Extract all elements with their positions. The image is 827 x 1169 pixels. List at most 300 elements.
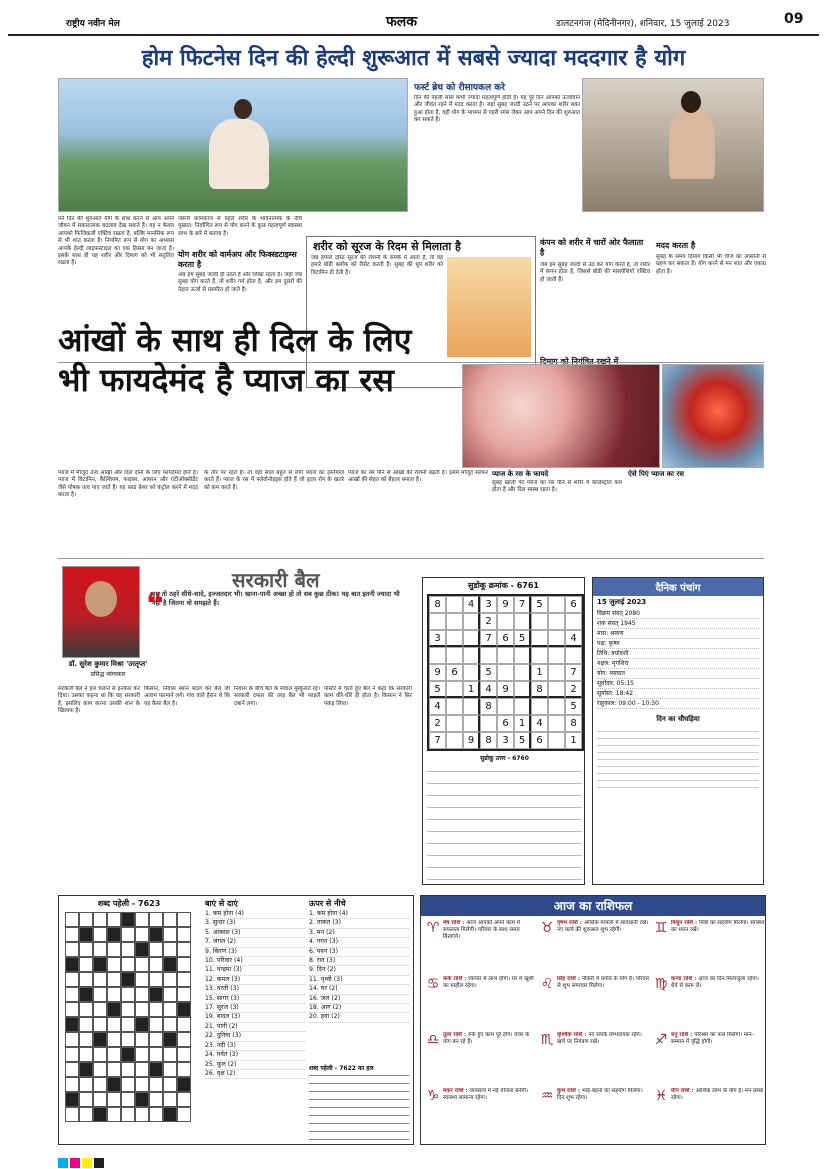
sudoku-cell: 2 <box>565 681 582 698</box>
sudoku-cell <box>514 647 531 664</box>
crossword-clue: 5. आकाश (3) <box>205 929 305 938</box>
sudoku-cell: 5 <box>514 732 531 749</box>
yoga-subhead-help: मदद करता है <box>656 241 696 250</box>
sudoku-cell: 8 <box>480 698 497 715</box>
sudoku-cell <box>548 681 565 698</box>
page-number: 09 <box>784 11 804 27</box>
crossword-cell <box>149 1062 163 1077</box>
crossword-cell <box>177 972 191 987</box>
crossword-down-clues <box>309 910 409 1023</box>
rashifal-title: आज का राशिफल <box>421 896 765 916</box>
crossword-answer-grid <box>309 1074 409 1140</box>
page-section-name: फलक <box>386 14 418 30</box>
rashi-item <box>539 1088 651 1142</box>
crossword-cell <box>135 987 149 1002</box>
sudoku-cell: 3 <box>429 630 446 647</box>
rashi-text: भाई-बहनों का सहयोग मिलेगा। दिन शुभ रहेगा। <box>557 1088 643 1101</box>
crossword-cell <box>65 1032 79 1047</box>
rashi-text: व्यवसाय में नई योजना बनेगी। स्वास्थ्य सामान्य रहेगा। <box>443 1088 529 1101</box>
sudoku-cell: 6 <box>446 664 463 681</box>
crossword-cell <box>79 1077 93 1092</box>
crossword-clue: 12. कमल (3) <box>205 976 305 985</box>
crossword-clue: 7. जंगल (2) <box>205 938 305 947</box>
crossword-cell <box>163 1092 177 1107</box>
crossword-across-clues <box>205 910 305 1079</box>
crossword-cell <box>121 987 135 1002</box>
rashi-text: परिश्रम का फल मिलेगा। मान-सम्मान में वृद्धि होगी। <box>671 1032 754 1045</box>
sudoku-cell <box>429 613 446 630</box>
crossword-cell <box>107 957 121 972</box>
crossword-cell <box>65 1002 79 1017</box>
rashi-item <box>425 1088 537 1142</box>
panchang-line: पक्ष: कृष्ण <box>597 639 759 649</box>
panchang-line: राहुकाल: 09:00 - 10:30 <box>597 699 759 709</box>
sudoku-cell: 1 <box>565 732 582 749</box>
crossword-clue: 1. कम होना (4) <box>309 910 409 919</box>
crossword-cell <box>163 942 177 957</box>
onion-juice-photo <box>462 364 660 468</box>
crossword-cell <box>65 1092 79 1107</box>
crossword-cell <box>163 1002 177 1017</box>
crossword-cell <box>135 1017 149 1032</box>
sudoku-cell <box>531 630 548 647</box>
rashi-name: मीन राशि : <box>671 1088 696 1094</box>
rashi-text: रुके हुए काम पूरे होंगे। यात्रा के योग बन रहे हैं। <box>443 1032 530 1045</box>
crossword-cell <box>65 972 79 987</box>
crossword-cell <box>163 1032 177 1047</box>
rashi-name: कुंभ राशि : <box>557 1088 582 1094</box>
crossword-clue: 8. रात (3) <box>309 957 409 966</box>
crossword-down-head: ऊपर से नीचे <box>309 899 346 908</box>
crossword-clue: 9. किरण (3) <box>205 948 305 957</box>
crossword-cell <box>149 957 163 972</box>
sudoku-cell: 4 <box>480 681 497 698</box>
zodiac-icon: ♌ <box>540 976 554 992</box>
onion-subhead-howto: ऐसे पिएं प्याज का रस <box>628 470 684 478</box>
crossword-cell <box>177 942 191 957</box>
sudoku-cell <box>514 681 531 698</box>
crossword-clue: 16. जल (2) <box>309 995 409 1004</box>
crossword-cell <box>163 927 177 942</box>
crossword-cell <box>121 1032 135 1047</box>
rashi-item <box>539 976 651 1030</box>
sudoku-cell: 3 <box>497 732 514 749</box>
crossword-cell <box>135 1032 149 1047</box>
crossword-clue: 19. बादल (3) <box>205 1013 305 1022</box>
crossword-cell <box>107 1002 121 1017</box>
zodiac-icon: ♊ <box>654 920 668 936</box>
sudoku-cell <box>514 698 531 715</box>
crossword-clue: 11. चन्द्रमा (3) <box>205 966 305 975</box>
crossword-cell <box>163 957 177 972</box>
sarkari-body-col1: सरकारी बैल ने हल चलाने से इनकार कर दिया। उसका कहना था कि वह सरकारी है, इसलिए काम करना उसकी शान के खिलाफ है। <box>58 686 140 715</box>
onion-body-col4: सुबह खाली पेट प्याज का रस पीने से शरीर में कोलेस्ट्रॉल कम होता है और दिल स्वस्थ रहता है। <box>492 480 622 494</box>
zodiac-icon: ♎ <box>426 1032 440 1048</box>
sudoku-answer-title: सुडोकू उत्तर - 6760 <box>480 755 529 762</box>
crossword-clue: 20. हवा (2) <box>309 1013 409 1022</box>
rashi-name: मकर राशि : <box>443 1088 470 1094</box>
crossword-cell <box>177 1077 191 1092</box>
crossword-cell <box>121 1002 135 1017</box>
author-photo <box>62 566 140 658</box>
crossword-cell <box>93 987 107 1002</box>
crossword-cell <box>163 1047 177 1062</box>
crossword-cell <box>107 1047 121 1062</box>
sudoku-cell: 2 <box>429 715 446 732</box>
sudoku-cell: 5 <box>514 630 531 647</box>
crossword-cell <box>135 957 149 972</box>
crossword-cell <box>121 1062 135 1077</box>
sudoku-cell <box>548 630 565 647</box>
crossword-cell <box>177 1047 191 1062</box>
rashi-item <box>539 920 651 974</box>
crossword-cell <box>93 1062 107 1077</box>
rashi-item <box>425 1032 537 1086</box>
sudoku-cell <box>548 596 565 613</box>
crossword-cell <box>135 1092 149 1107</box>
crossword-cell <box>135 1077 149 1092</box>
crossword-clue: 13. धरती (3) <box>205 985 305 994</box>
sudoku-cell: 7 <box>514 596 531 613</box>
rashi-text: आज आपको अपने काम में सफलता मिलेगी। परिवार के साथ समय बिताएंगे। <box>443 920 520 940</box>
yoga-subhead-warmup: योग शरीर को वार्मअप और फिक्स्डटाइम्स करता है <box>178 250 297 269</box>
crossword-cell <box>79 1107 93 1122</box>
crossword-cell <box>149 927 163 942</box>
sudoku-cell <box>531 647 548 664</box>
crossword-cell <box>121 1077 135 1092</box>
sudoku-cell <box>531 698 548 715</box>
sudoku-cell <box>497 613 514 630</box>
zodiac-icon: ♐ <box>654 1032 668 1048</box>
newspaper-brand: राष्ट्रीय नवीन मेल <box>66 19 120 29</box>
crossword-cell <box>121 1107 135 1122</box>
sudoku-cell: 6 <box>565 596 582 613</box>
crossword-cell <box>93 1077 107 1092</box>
sudoku-cell: 5 <box>565 698 582 715</box>
crossword-cell <box>79 1062 93 1077</box>
crossword-cell <box>121 1092 135 1107</box>
crossword-cell <box>79 942 93 957</box>
crossword-cell <box>93 1047 107 1062</box>
panchang-line: विक्रम संवत् 2080 <box>597 609 759 619</box>
sudoku-cell <box>548 647 565 664</box>
crossword-clue: 15. सागर (3) <box>205 995 305 1004</box>
crossword-clue: 3. सुन्दर (3) <box>205 919 305 928</box>
crossword-clue: 18. आग (2) <box>309 1004 409 1013</box>
sudoku-cell: 7 <box>565 664 582 681</box>
crossword-cell <box>149 972 163 987</box>
crossword-cell <box>135 942 149 957</box>
rashi-text: आज का दिन मिलाजुला रहेगा। धैर्य से काम लें। <box>671 976 759 989</box>
sudoku-cell: 9 <box>429 664 446 681</box>
panchang-line: शक संवत् 1945 <box>597 619 759 629</box>
crossword-cell <box>107 1107 121 1122</box>
crossword-cell <box>107 987 121 1002</box>
crossword-cell <box>135 1002 149 1017</box>
crossword-clue: 1. कम होना (4) <box>205 910 305 919</box>
crossword-puzzle <box>58 895 414 1145</box>
crossword-cell <box>135 972 149 987</box>
sudoku-cell: 8 <box>565 715 582 732</box>
sudoku-cell <box>548 732 565 749</box>
crossword-clue: 24. पर्वत (3) <box>205 1051 305 1060</box>
crossword-cell <box>93 1017 107 1032</box>
sudoku-cell: 7 <box>429 732 446 749</box>
sudoku-cell <box>446 630 463 647</box>
sidebar-sun-photo <box>447 257 531 357</box>
zodiac-icon: ♓ <box>654 1088 668 1104</box>
rashi-item <box>653 920 765 974</box>
crossword-cell <box>107 912 121 927</box>
section-divider <box>58 558 764 559</box>
crossword-cell <box>121 972 135 987</box>
crossword-clue: 23. नदी (3) <box>205 1042 305 1051</box>
sudoku-cell <box>531 613 548 630</box>
dateline: डालटनगंज (मेदिनीनगर), शनिवार, 15 जुलाई 2023 <box>556 19 730 29</box>
crossword-cell <box>163 912 177 927</box>
sudoku-title: सुडोकू क्रमांक - 6761 <box>468 581 539 590</box>
sudoku-cell <box>446 698 463 715</box>
zodiac-icon: ♋ <box>426 976 440 992</box>
sudoku-cell <box>446 613 463 630</box>
crossword-cell <box>163 1107 177 1122</box>
rashi-text: आर्थिक मामलों में सावधानी रखें। नए कार्य की शुरुआत शुभ रहेगी। <box>557 920 649 933</box>
crossword-clue: 9. दिन (2) <box>309 966 409 975</box>
author-name: डॉ. सुरेश कुमार मिश्रा 'उरतृप्त' <box>68 660 148 668</box>
sudoku-cell <box>446 732 463 749</box>
crossword-clue: 14. घर (2) <box>309 985 409 994</box>
crossword-cell <box>121 942 135 957</box>
sudoku-cell: 8 <box>429 596 446 613</box>
rashi-name: मेष राशि : <box>443 920 467 926</box>
crossword-answer-title: शब्द पहेली - 7622 का हल <box>309 1065 374 1072</box>
crossword-clue: 26. वृक्ष (2) <box>205 1070 305 1079</box>
crossword-cell <box>163 987 177 1002</box>
crossword-cell <box>79 987 93 1002</box>
crossword-cell <box>79 927 93 942</box>
quote-open-mark: ❝ <box>146 587 164 622</box>
sudoku-cell: 7 <box>480 630 497 647</box>
rashi-name: मिथुन राशि : <box>671 920 700 926</box>
crossword-cell <box>149 1077 163 1092</box>
crossword-grid <box>65 912 191 1122</box>
crossword-cell <box>149 1017 163 1032</box>
rashifal-box <box>420 895 766 1145</box>
rashi-item <box>425 976 537 1030</box>
yoga-body-col1: पने दिन की शुरुआत योग के साथ करने से आप अपने जीवन में सकारात्मक बदलाव देख सकते हैं। यह न केवल आपको फिजिकली एक्टिव रखता है, बल्कि मानसिक रूप से भी शांत करता है। नियमित रूप से योग का अभ्यास आपके हेल्दी लाइफस्टाइल का एक हिस्सा बन जाता है। इसके साथ ही यह शरीर और दिमाग को भी संतुलित रखता है। <box>58 216 174 267</box>
crossword-across-head: बाएं से दाएं <box>205 899 238 908</box>
rashi-text: व्यापार में लाभ होगा। घर में खुशी का माहौल रहेगा। <box>443 976 534 989</box>
crossword-cell <box>149 1047 163 1062</box>
sudoku-cell: 1 <box>531 664 548 681</box>
rashi-item <box>653 976 765 1030</box>
sidebar-sun-title: शरीर को सूरज के रिदम से मिलाता है <box>313 240 461 253</box>
crossword-cell <box>65 957 79 972</box>
crossword-cell <box>65 1017 79 1032</box>
crossword-title: शब्द पहेली - 7623 <box>97 899 161 908</box>
sudoku-cell: 5 <box>429 681 446 698</box>
crossword-cell <box>107 1092 121 1107</box>
yoga-body-breath: दिन की पहली सांस कभी ज्यादा महत्वपूर्ण होती है। यह पूरे दिन आपको ऊर्जावान और जीवंत रहने में मदद करता है। जहां सुबह जल्दी उठने पर आपका शरीर थका हुआ होता है, वहीं योग के माध्यम से गहरी सांस लेकर आप अपने दिन की शुरुआत कर सकते हैं। <box>414 95 580 124</box>
crossword-cell <box>177 1032 191 1047</box>
sudoku-cell <box>548 664 565 681</box>
sudoku-cell: 3 <box>480 596 497 613</box>
sudoku-cell: 5 <box>480 664 497 681</box>
zodiac-icon: ♏ <box>540 1032 554 1048</box>
zodiac-icon: ♉ <box>540 920 554 936</box>
rashi-text: मित्रों का सहयोग मिलेगा। स्वास्थ्य का ध्यान रखें। <box>671 920 765 933</box>
sudoku-cell <box>565 647 582 664</box>
crossword-cell <box>79 957 93 972</box>
crossword-cell <box>163 1017 177 1032</box>
crossword-cell <box>107 972 121 987</box>
crossword-clue: 6. पवन (3) <box>309 948 409 957</box>
sidebar-sun-body: जब हमारा दोस्त सूरज की रोशनी के संपर्क में आता है, तो वह हमारे बॉडी क्लॉक को रीसेट करती है। सुबह की धूप शरीर को विटामिन डी देती है। <box>311 255 443 276</box>
sudoku-cell <box>497 698 514 715</box>
crossword-cell <box>93 1002 107 1017</box>
crossword-cell <box>93 1107 107 1122</box>
crossword-cell <box>177 1062 191 1077</box>
crossword-cell <box>177 927 191 942</box>
crossword-clue: 2. ताकत (3) <box>309 919 409 928</box>
yoga-body-mind: सुबह के समय दिमाग किसी भी चीज को आसानी से ग्रहण कर सकता है। योग करने से मन शांत और एकाग्र होता है। <box>656 254 766 275</box>
rashi-text: नए संपर्क लाभदायक रहेंगे। खर्च पर नियंत्रण रखें। <box>557 1032 642 1045</box>
crossword-cell <box>93 927 107 942</box>
crossword-cell <box>163 1077 177 1092</box>
panchang-line: नक्षत्र: मृगशिरा <box>597 659 759 669</box>
rashi-name: कन्या राशि : <box>671 976 699 982</box>
crossword-cell <box>121 912 135 927</box>
yoga-photo-meditation <box>582 78 764 212</box>
sudoku-cell <box>463 613 480 630</box>
zodiac-icon: ♑ <box>426 1088 440 1104</box>
sudoku-cell: 6 <box>497 715 514 732</box>
crossword-cell <box>65 1077 79 1092</box>
sudoku-cell <box>446 715 463 732</box>
crossword-clue: 4. गगन (3) <box>309 938 409 947</box>
crossword-cell <box>177 957 191 972</box>
crossword-clue: 17. सूरज (3) <box>205 1004 305 1013</box>
sudoku-cell <box>463 698 480 715</box>
crossword-cell <box>121 957 135 972</box>
crossword-clue: 22. दुनिया (3) <box>205 1032 305 1041</box>
sudoku-cell <box>463 647 480 664</box>
yoga-headline: होम फिटनेस दिन की हेल्दी शुरूआत में सबसे ज्यादा मददगार है योग <box>141 46 686 71</box>
sudoku-cell <box>548 698 565 715</box>
crossword-cell <box>93 942 107 957</box>
crossword-clue: 10. परिवार (4) <box>205 957 305 966</box>
sudoku-cell <box>429 647 446 664</box>
sudoku-cell: 9 <box>497 681 514 698</box>
rashi-text: आर्थिक लाभ के योग हैं। मन प्रसन्न रहेगा। <box>671 1088 764 1101</box>
crossword-cell <box>177 1017 191 1032</box>
sudoku-cell: 1 <box>514 715 531 732</box>
onion-body-col1: प्याज में मौजूद तत्व आंखों और दिल दोनों के लिए फायदेमंद होते हैं। प्याज में विटामिन, कैल्शियम, फाइबर, आयरन और एंटीऑक्सीडेंट जैसे पोषक तत्व पाए जाते हैं। यह ब्लड प्रेशर को कंट्रोल करने में मदद करता है। <box>58 470 198 499</box>
sudoku-cell: 5 <box>531 596 548 613</box>
yoga-box-breath <box>414 80 580 212</box>
sudoku-cell <box>514 613 531 630</box>
sudoku-answer-grid <box>427 766 582 880</box>
crossword-clue: 3. मन (2) <box>309 929 409 938</box>
rashi-name: वृषभ राशि : <box>557 920 584 926</box>
yoga-body-vibration: जब हम सुबह जल्दी से उठ कर योग करते हैं, तो शरीर में कंपन होता है, जिससे बॉडी की मांसपेशियाँ एक्टिव हो जाती हैं। <box>540 262 650 283</box>
crossword-cell <box>93 1092 107 1107</box>
crossword-cell <box>107 1077 121 1092</box>
sudoku-puzzle <box>422 577 585 885</box>
yoga-photo-camel-pose <box>58 78 408 212</box>
crossword-cell <box>177 1002 191 1017</box>
crossword-cell <box>135 927 149 942</box>
onion-body-col3: प्याज का रस पीने से आंखों की रोशनी बढ़ती है। इसमें मौजूद सल्फर आंखों की सेहत को बेहतर बनाता है। <box>348 470 488 484</box>
sarkari-body-col2: किसान, निवास स्थान बदल कर बैल जी आराम फरमाने लगे। गांव वाले हैरान थे कि यह कैसा बैल है। <box>144 686 230 707</box>
crossword-cell <box>177 1092 191 1107</box>
crossword-cell <box>93 912 107 927</box>
yoga-subhead-vibration: कंपन को शरीर में चारों ओर फैलाता है <box>540 238 644 257</box>
author-role: प्रसिद्ध व्यंग्यकार <box>90 671 126 678</box>
crossword-cell <box>79 972 93 987</box>
crossword-cell <box>79 1002 93 1017</box>
rashi-name: वृश्चिक राशि : <box>557 1032 589 1038</box>
crossword-cell <box>65 1062 79 1077</box>
sudoku-cell <box>446 647 463 664</box>
crossword-cell <box>149 1032 163 1047</box>
sudoku-cell: 4 <box>463 596 480 613</box>
crossword-cell <box>107 927 121 942</box>
crossword-cell <box>163 972 177 987</box>
panchang-line: सूर्योदय: 05:15 <box>597 679 759 689</box>
sarkari-body-col3: निवास के बीच बैल के सवाल मुस्कुराते रहे। सरकारी दफ्तर की तरह बैल भी फाइलें दबाने लगा। <box>234 686 320 707</box>
crossword-cell <box>79 1017 93 1032</box>
panchang-box <box>592 577 764 885</box>
sudoku-cell <box>463 664 480 681</box>
sudoku-cell <box>463 630 480 647</box>
sudoku-cell <box>497 647 514 664</box>
sudoku-cell: 4 <box>565 630 582 647</box>
yoga-subhead-breath: फर्स्ट ब्रेथ को रीसायकल करे <box>414 83 505 93</box>
sarkari-body-col4: पोस्टर में चरते हुए बैल ने कहा कि सरकारी काम धीरे-धीरे ही होता है। किसान ने सिर पकड़ लिया। <box>324 686 412 707</box>
panchang-line: सूर्यास्त: 18:42 <box>597 689 759 699</box>
sudoku-cell <box>480 715 497 732</box>
sarkari-pullquote: हम तो ठहरे सीधे-सादे, इज्जतदार भी। खाना-पानी अच्छा हो तो सब कुछ ठीक! यह बात इतनी ज्यादा भी नहीं है जितना वो समझते हैं। <box>152 590 400 607</box>
onion-headline <box>58 320 458 400</box>
sarkari-headline: सरकारी बैल <box>232 568 320 592</box>
panchang-subhead: दिन का चौघड़िया <box>656 715 700 723</box>
rashi-item <box>539 1032 651 1086</box>
crossword-cell <box>177 912 191 927</box>
sudoku-cell <box>497 664 514 681</box>
sudoku-cell: 2 <box>480 613 497 630</box>
crossword-clue: 21. पानी (2) <box>205 1023 305 1032</box>
crossword-cell <box>149 987 163 1002</box>
crossword-cell <box>65 942 79 957</box>
crossword-cell <box>93 1032 107 1047</box>
sudoku-cell <box>446 596 463 613</box>
sudoku-cell <box>514 664 531 681</box>
panchang-lines <box>593 609 763 709</box>
crossword-cell <box>65 912 79 927</box>
sudoku-cell <box>480 647 497 664</box>
crossword-cell <box>135 1062 149 1077</box>
crossword-cell <box>65 1107 79 1122</box>
crossword-cell <box>149 1092 163 1107</box>
sudoku-cell: 1 <box>463 681 480 698</box>
onion-body-col2: के तौर पर रहते हैं। तो वहीं साल बहुत से लोग प्याज का इस्तेमाल करते हैं। प्याज के रस में फ्लेवोनोइड्स होते हैं जो हृदय रोग के खतरे को कम करते हैं। <box>204 470 344 491</box>
crossword-cell <box>121 1047 135 1062</box>
sudoku-grid <box>427 594 584 751</box>
crossword-clue: 11. पृथ्वी (3) <box>309 976 409 985</box>
sudoku-cell: 6 <box>497 630 514 647</box>
rashi-text: नौकरी में प्रगति के योग हैं। परिवार से शुभ समाचार मिलेगा। <box>557 976 650 989</box>
